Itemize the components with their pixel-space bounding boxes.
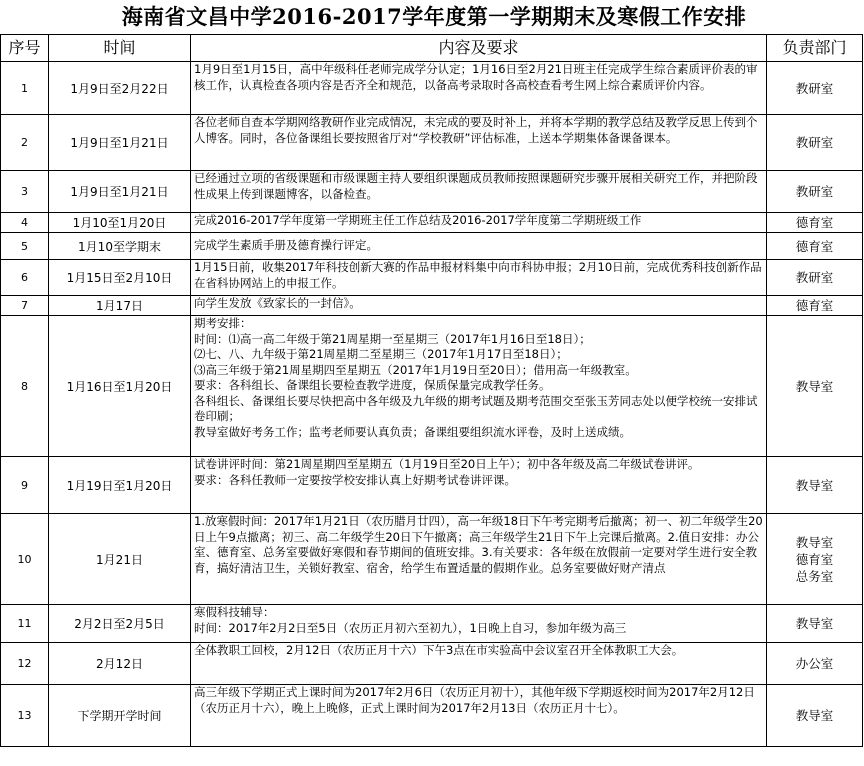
row-content xyxy=(191,233,767,260)
row-dept: 德育室 xyxy=(767,213,863,233)
row-time: 1月9日至2月22日 xyxy=(49,62,191,115)
row-num: 12 xyxy=(1,643,49,685)
row-time: 1月21日 xyxy=(49,514,191,605)
row-num: 2 xyxy=(1,115,49,171)
row-time: 1月9日至1月21日 xyxy=(49,115,191,171)
row-content-text: 1月9日至1月15日，高中年级科任老师完成学分认定；1月16日至2月21日班主任完成学生综合素质评价表的审核工作，认真检查各项内容是否齐全和规范，以备高考录取时各高校查看考生网上综合素质评价内容。 xyxy=(194,62,758,92)
header-row xyxy=(1,35,863,62)
table-row xyxy=(1,115,863,171)
schedule-table xyxy=(0,34,863,747)
row-time: 2月2日至2月5日 xyxy=(49,605,191,643)
row-content-text: 高三年级下学期正式上课时间为2017年2月6日（农历正月初十），其他年级下学期返校时间为2017年2月12日（农历正月十六），晚上上晚修，正式上课时间为2017年2月13日（农历正月十七）。 xyxy=(194,685,755,715)
row-content xyxy=(191,316,767,457)
row-content-text: 全体教职工回校，2月12日（农历正月十六）下午3点在市实验高中会议室召开全体教职工大会。 xyxy=(194,643,684,657)
table-row xyxy=(1,514,863,605)
row-dept: 教导室 xyxy=(767,685,863,747)
row-time: 下学期开学时间 xyxy=(49,685,191,747)
row-dept: 德育室 xyxy=(767,233,863,260)
row-time: 1月15日至2月10日 xyxy=(49,260,191,296)
row-num: 9 xyxy=(1,457,49,514)
row-content xyxy=(191,115,767,171)
row-content xyxy=(191,605,767,643)
row-dept: 教研室 xyxy=(767,115,863,171)
table-row xyxy=(1,605,863,643)
row-dept: 教研室 xyxy=(767,62,863,115)
row-dept: 教研室 xyxy=(767,171,863,213)
row-content-text: 1.放寒假时间：2017年1月21日（农历腊月廿四），高一年级18日下午考完期考后撤离；初一、初二年级学生20日上午9点撤离；初三、高二年级学生20日下午撤离；高三年级学生21日下午上完课后撤离。2.值日安排：办公室、德育室、总务室要做好寒假和春节期间的值班安排。3.有关要求：各年级在放假前一定要对学生进行安全教育，搞好清洁卫生，关锁好教室、宿舍，给学生布置适量的假期作业。总务室要做好财产清点 xyxy=(194,514,763,575)
row-content-text: 已经通过立项的省级课题和市级课题主持人要组织课题成员教师按照课题研究步骤开展相关研究工作，并把阶段性成果上传到课题博客，以备检查。 xyxy=(194,171,758,201)
row-time: 2月12日 xyxy=(49,643,191,685)
header-num: 序号 xyxy=(1,35,49,62)
row-num: 13 xyxy=(1,685,49,747)
row-content-text: 完成2016-2017学年度第一学期班主任工作总结及2016-2017学年度第二学期班级工作 xyxy=(194,213,642,227)
row-time: 1月9日至1月21日 xyxy=(49,171,191,213)
header-dept: 负责部门 xyxy=(767,35,863,62)
row-num: 8 xyxy=(1,316,49,457)
row-num: 3 xyxy=(1,171,49,213)
row-content-text: 向学生发放《致家长的一封信》。 xyxy=(194,296,361,310)
row-num: 11 xyxy=(1,605,49,643)
row-content-text: 期考安排： 时间：⑴高一高二年级于第21周星期一至星期三（2017年1月16日至18日）； ⑵七、八、九年级于第21周星期二至星期三（2017年1月17日至18日）； ⑶高三年级于第21周星期四至星期五（2017年1月19日至20日）；借用高一年级教室。 要求：各科组长、备课组长要检查教学进度，保质保量完成教学任务。 各科组长、备课组长要尽快把高中各年级及九年级的期考试题及期考范围交至张玉芳同志处以便学校统一安排试卷印刷； 教导室做好考务工作；监考老师要认真负责；备课组要组织流水评卷，及时上送成绩。 xyxy=(194,316,758,439)
table-row xyxy=(1,171,863,213)
row-num: 6 xyxy=(1,260,49,296)
row-dept: 教导室 德育室 总务室 xyxy=(767,514,863,605)
table-row xyxy=(1,685,863,747)
row-content-text: 各位老师自查本学期网络教研作业完成情况，未完成的要及时补上，并将本学期的教学总结及教学反思上传到个人博客。同时，各位备课组长要按照省厅对“学校教研”评估标准，上送本学期集体备课备课本。 xyxy=(194,115,758,145)
table-row xyxy=(1,643,863,685)
row-content xyxy=(191,685,767,747)
row-content xyxy=(191,62,767,115)
row-content-text: 寒假科技辅导： 时间：2017年2月2日至5日（农历正月初六至初九），1日晚上自习，参加年级为高三 xyxy=(194,605,627,635)
row-content-text: 完成学生素质手册及德育操行评定。 xyxy=(194,238,378,253)
row-dept: 教导室 xyxy=(767,457,863,514)
row-time: 1月19日至1月20日 xyxy=(49,457,191,514)
table-row xyxy=(1,316,863,457)
table-row xyxy=(1,457,863,514)
table-row xyxy=(1,233,863,260)
row-time: 1月16日至1月20日 xyxy=(49,316,191,457)
row-content xyxy=(191,457,767,514)
row-num: 4 xyxy=(1,213,49,233)
table-row xyxy=(1,62,863,115)
row-content-text: 1月15日前，收集2017年科技创新大赛的作品申报材料集中向市科协申报；2月10日前，完成优秀科技创新作品在省科协网站上的申报工作。 xyxy=(194,260,762,290)
row-num: 10 xyxy=(1,514,49,605)
header-time: 时间 xyxy=(49,35,191,62)
row-time: 1月10至1月20日 xyxy=(49,213,191,233)
row-dept: 德育室 xyxy=(767,296,863,316)
table-row xyxy=(1,260,863,296)
row-num: 1 xyxy=(1,62,49,115)
row-time: 1月17日 xyxy=(49,296,191,316)
row-content xyxy=(191,643,767,685)
table-row xyxy=(1,213,863,233)
row-dept: 教研室 xyxy=(767,260,863,296)
header-content: 内容及要求 xyxy=(191,35,767,62)
row-dept: 教导室 xyxy=(767,605,863,643)
row-time: 1月10至学期末 xyxy=(49,233,191,260)
document-title: 海南省文昌中学2016-2017学年度第一学期期末及寒假工作安排 xyxy=(121,4,747,29)
row-dept: 办公室 xyxy=(767,643,863,685)
table-row xyxy=(1,296,863,316)
row-content xyxy=(191,260,767,296)
row-num: 5 xyxy=(1,233,49,260)
row-content-text: 试卷讲评时间：第21周星期四至星期五（1月19日至20日上午）；初中各年级及高二年级试卷讲评。 要求：各科任教师一定要按学校安排认真上好期考试卷讲评课。 xyxy=(194,457,700,487)
row-content xyxy=(191,296,767,316)
row-dept: 教导室 xyxy=(767,316,863,457)
row-num: 7 xyxy=(1,296,49,316)
row-content xyxy=(191,213,767,233)
row-content xyxy=(191,171,767,213)
row-content xyxy=(191,514,767,605)
